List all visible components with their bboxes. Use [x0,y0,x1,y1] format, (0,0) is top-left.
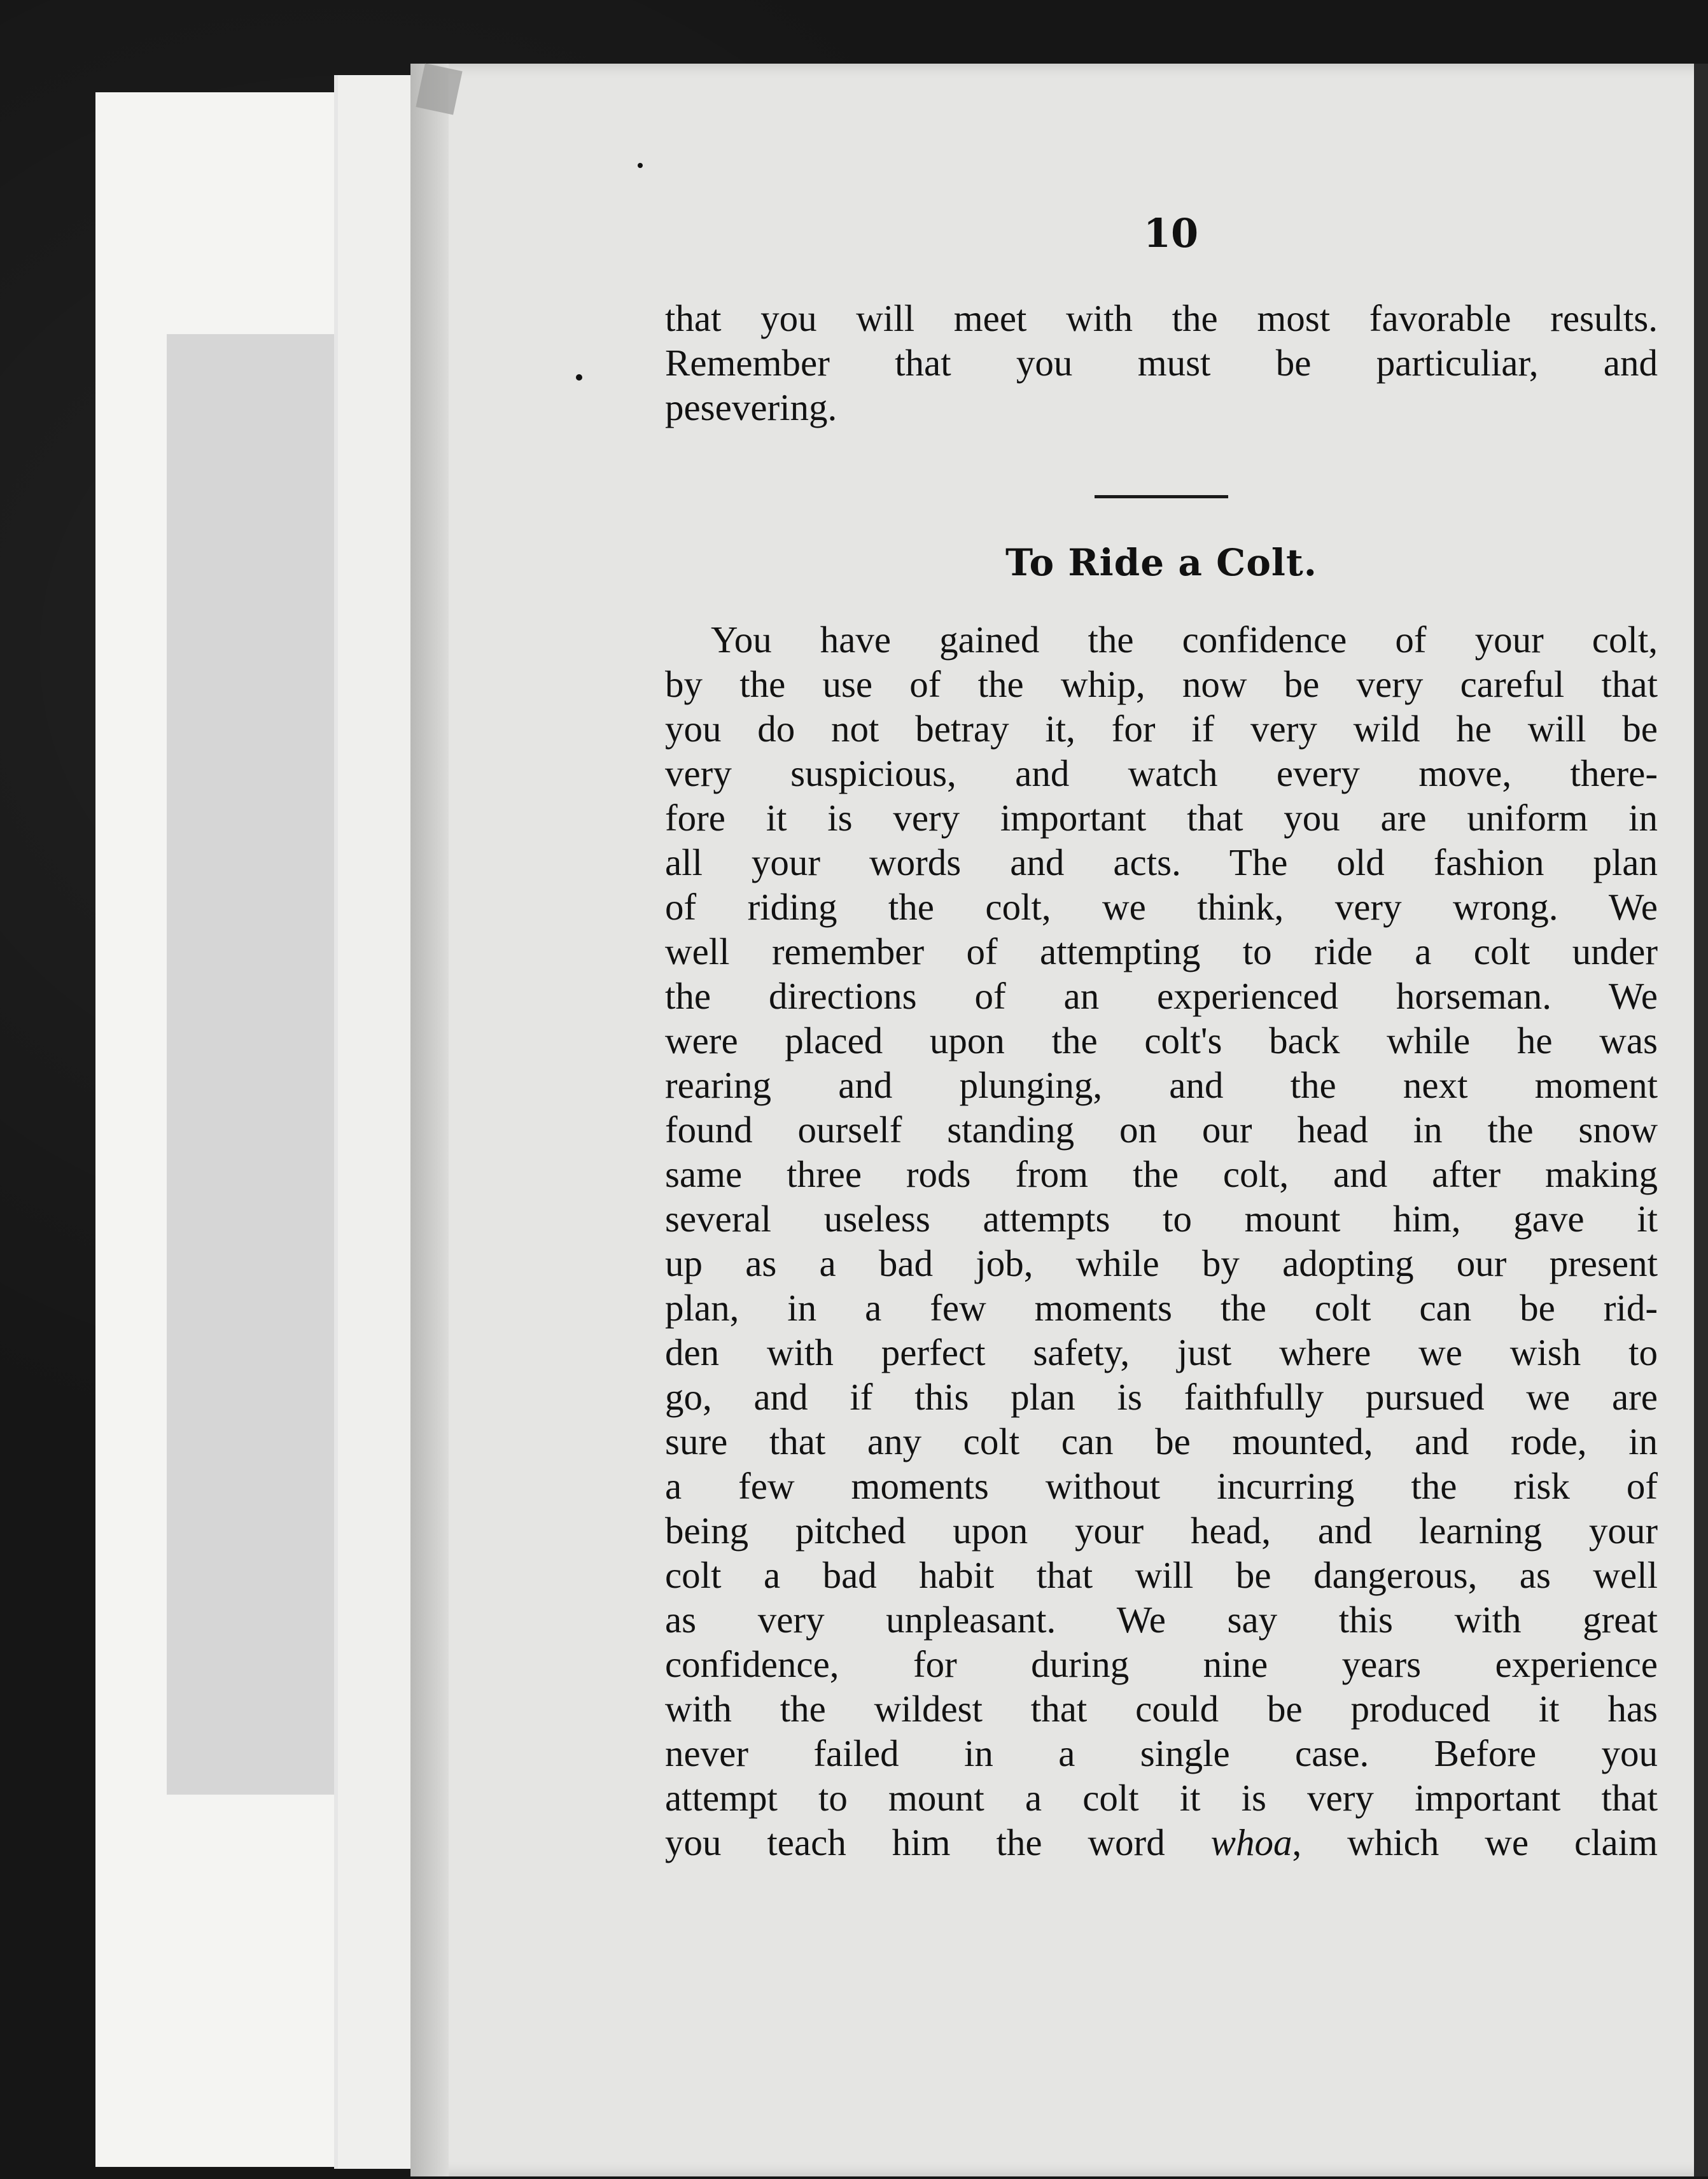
body-line: go, and if this plan is faithfully pursued we are [665,1376,1658,1418]
body-line: well remember of attempting to ride a colt under [665,930,1658,972]
body-line: you teach him the word whoa, which we claim [665,1821,1658,1863]
body-line: sure that any colt can be mounted, and rode, in [665,1420,1658,1462]
body-line: the directions of an experienced horseman. We [665,975,1658,1017]
page-number: 10 [1143,210,1199,256]
body-line: very suspicious, and watch every move, there- [665,752,1658,794]
intro-line: pesevering. [665,386,837,428]
body-line: same three rods from the colt, and after making [665,1153,1658,1195]
page-edge [1694,64,1708,2176]
body-line: confidence, for during nine years experience [665,1643,1658,1685]
intro-line: that you will meet with the most favorable results. [665,297,1658,339]
body-line: never failed in a single case. Before you [665,1732,1658,1774]
body-line: you do not betray it, for if very wild he will be [665,708,1658,750]
body-line: of riding the colt, we think, very wrong. We [665,886,1658,928]
body-line: den with perfect safety, just where we wish to [665,1331,1658,1373]
body-line: several useless attempts to mount him, gave it [665,1198,1658,1240]
intro-paragraph [665,296,1658,430]
body-line: found ourself standing on our head in the snow [665,1109,1658,1151]
intro-line: Remember that you must be particuliar, and [665,342,1658,384]
body-line: You have gained the confidence of your colt, [711,619,1658,661]
section-heading: To Ride a Colt. [1005,541,1317,584]
body-line: were placed upon the colt's back while he was [665,1019,1658,1061]
body-line: up as a bad job, while by adopting our present [665,1242,1658,1284]
body-paragraph [665,617,1658,1865]
body-line: by the use of the whip, now be very careful that [665,663,1658,705]
body-line: attempt to mount a colt it is very important that [665,1777,1658,1819]
body-line: all your words and acts. The old fashion plan [665,841,1658,883]
body-line: rearing and plunging, and the next moment [665,1064,1658,1106]
body-line: a few moments without incurring the risk of [665,1465,1658,1507]
section-divider [1095,495,1228,498]
body-line: plan, in a few moments the colt can be rid- [665,1287,1658,1329]
body-line: colt a bad habit that will be dangerous, as well [665,1554,1658,1596]
body-line: with the wildest that could be produced it has [665,1688,1658,1730]
speck-mark [638,163,643,168]
body-line: being pitched upon your head, and learning your [665,1510,1658,1552]
speck-mark [576,374,582,381]
body-line: fore it is very important that you are uniform in [665,797,1658,839]
body-line: as very unpleasant. We say this with great [665,1599,1658,1641]
